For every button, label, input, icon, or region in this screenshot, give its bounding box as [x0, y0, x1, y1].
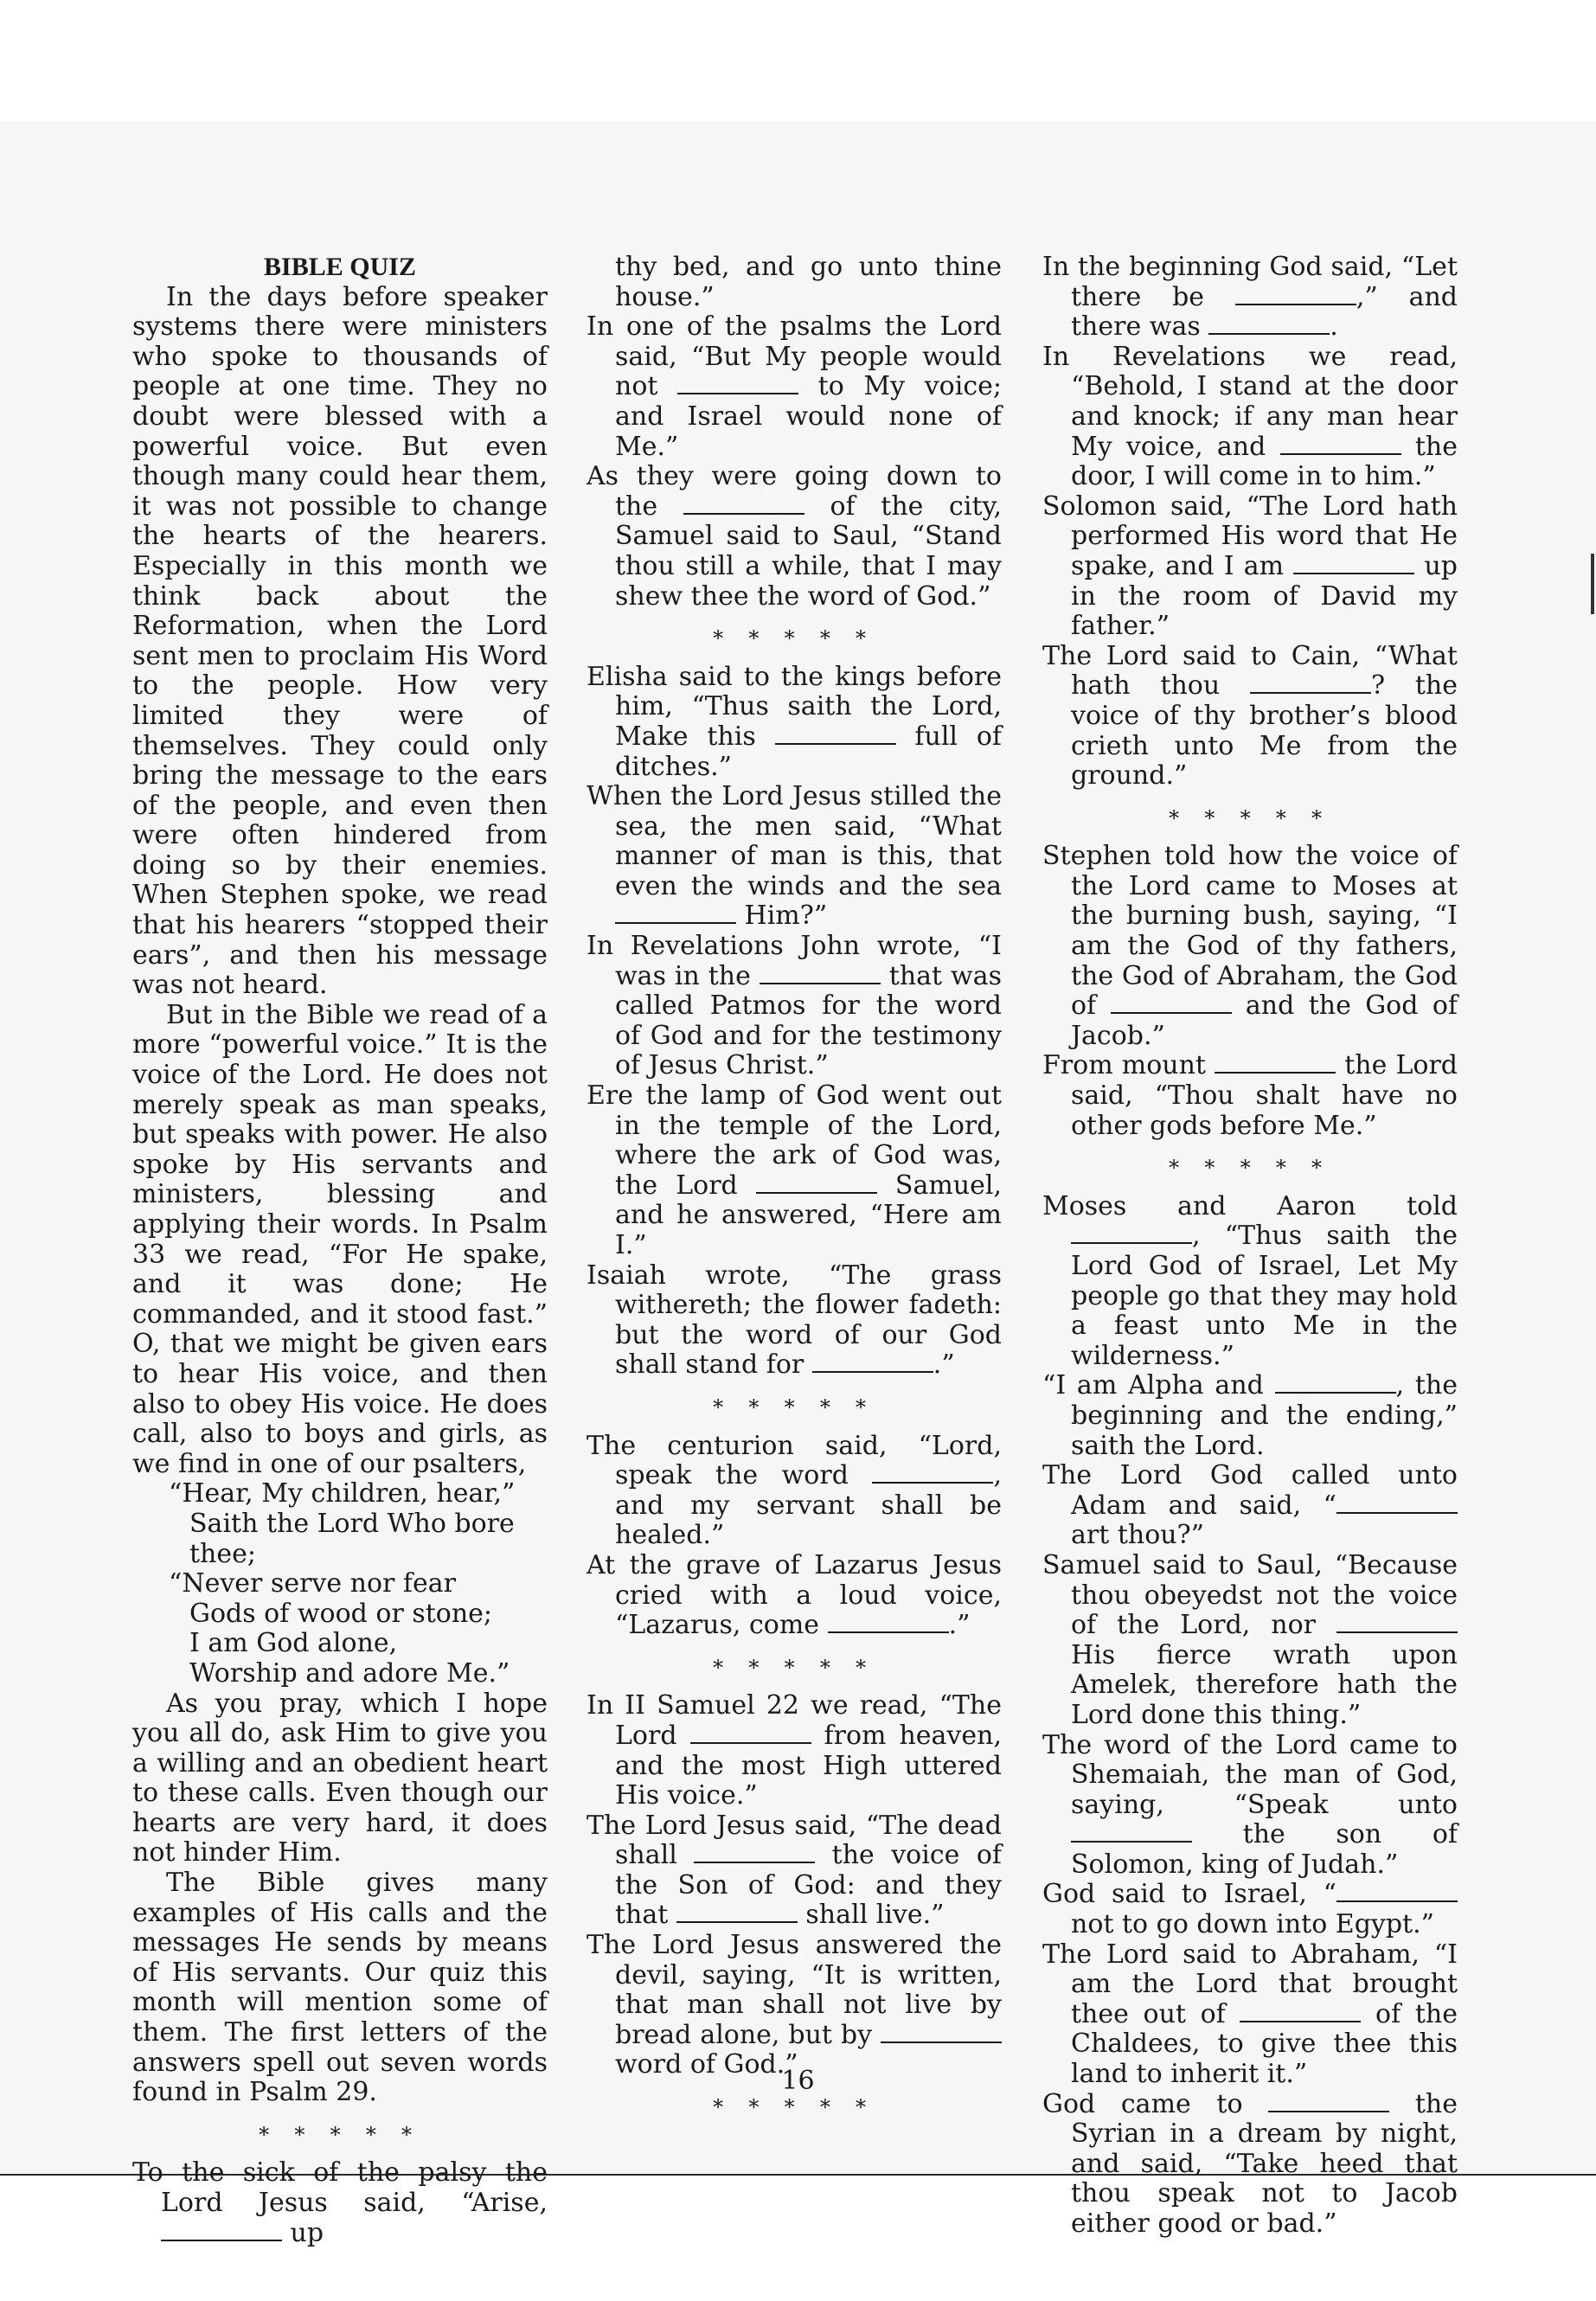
answer-blank [1235, 285, 1356, 305]
answer-blank [1275, 1374, 1396, 1394]
quiz-question: The Lord Jesus answered the devil, saying, “It is written, that man shall not live by bread alone, but by word of God.” [586, 1930, 1002, 2080]
answer-blank [677, 375, 798, 394]
quiz-question: The Lord God called unto Adam and said, “ art thou?” [1042, 1460, 1458, 1551]
quiz-question: Samuel said to Saul, “Because thou obeyedst not the voice of the Lord, nor His fierce wrath upon Amelek, therefore hath the Lord done this thing.” [1042, 1549, 1458, 1730]
answer-blank [615, 904, 736, 924]
quiz-question: In II Samuel 22 we read, “The Lord from heaven, and the most High uttered His voice.” [586, 1690, 1002, 1811]
answer-blank [760, 965, 881, 984]
answer-blank [1280, 435, 1401, 455]
answer-blank [1336, 1882, 1458, 1902]
section-divider: * * * * * [713, 626, 875, 651]
column-1 [132, 253, 548, 2248]
answer-blank [161, 2221, 282, 2241]
answer-blank [756, 1174, 877, 1194]
answer-blank [812, 1353, 933, 1373]
section-divider: * * * * * [1169, 805, 1331, 830]
quiz-question: Solomon said, “The Lord hath performed His word that He spake, and I am up in the room of David my father.” [1042, 490, 1458, 642]
quiz-question: When the Lord Jesus stilled the sea, the men said, “What manner of man is this, that even the winds and the sea Him?” [586, 781, 1002, 932]
scan-edge-mark [1591, 554, 1594, 614]
intro-paragraph: In the days before speaker systems there were ministers who spoke to thousands of people at one time. They no doubt were blessed with a powerful voice. But even though many could hear them, it was not possible to change the hearts of the hearers. Especially in this month we think back about the Reformation, when the Lord sent men to proclaim His Word to the people. How very limited they were of themselves. They could only bring the message to the ears of the people, and even then were often hindered from doing so by their enemies. When Stephen spoke, we read that his hearers “stopped their ears”, and then his message was not heard. [132, 281, 548, 1001]
answer-blank [1336, 1494, 1458, 1514]
answer-blank [1240, 2003, 1361, 2022]
quiz-question: The Lord said to Abraham, “I am the Lord that brought thee out of of the Chaldees, to give thee this land to inherit it.” [1042, 1939, 1458, 2090]
quiz-question: In Revelations John wrote, “I was in the that was called Patmos for the word of God and for the testimony of Jesus Christ.” [586, 931, 1002, 1081]
paragraph-4: The Bible gives many examples of His calls and the messages He sends by means of His servants. Our quiz this month will mention some of them. The first letters of the answers spell out seven words found in Psalm 29. [132, 1868, 548, 2108]
quiz-question: God said to Israel, “ not to go down into Egypt.” [1071, 1880, 1458, 1939]
quiz-question: The Lord said to Cain, “What hath thou ? the voice of thy brother’s blood crieth unto Me from the ground.” [1042, 640, 1458, 792]
answer-blank [1071, 1224, 1192, 1244]
quiz-question: Moses and Aaron told , “Thus saith the Lord God of Israel, Let My people go that they may hold a feast unto Me in the wilderness.” [1042, 1190, 1458, 1371]
section-divider: * * * * * [713, 2095, 875, 2120]
quiz-question: To the sick of the palsy the Lord Jesus said, “Arise, up [132, 2157, 548, 2248]
paragraph-3: As you pray, which I hope you all do, ask Him to give you a willing and an obedient heart to these calls. Even though our hearts are very hard, it does not hinder Him. [132, 1688, 548, 1868]
section-divider: * * * * * [713, 1655, 875, 1680]
answer-blank [1336, 1613, 1458, 1633]
quiz-question: As they were going down to the of the city, Samuel said to Saul, “Stand thou still a while, that I may shew thee the word of God.” [586, 461, 1003, 612]
quiz-question: The centurion said, “Lord, speak the word , and my servant shall be healed.” [586, 1430, 1002, 1551]
quiz-question: Stephen told how the voice of the Lord came to Moses at the burning bush, saying, “I am the God of thy fathers, the God of Abraham, the God of and the God of Jacob.” [1042, 841, 1458, 1051]
quiz-question: Isaiah wrote, “The grass withereth; the flower fadeth: but the word of our God shall stand for .” [586, 1259, 1002, 1381]
answer-blank [690, 1724, 811, 1744]
section-divider: * * * * * [1169, 1156, 1331, 1181]
quiz-question: In one of the psalms the Lord said, “But My people would not to My voice; and Israel would none of Me.” [586, 311, 1002, 462]
answer-blank [1215, 1054, 1336, 1074]
quiz-question: At the grave of Lazarus Jesus cried with a loud voice, “Lazarus, come .” [586, 1549, 1002, 1641]
column-2 [586, 253, 1002, 2131]
answer-blank [683, 495, 804, 515]
answer-blank [881, 2023, 1002, 2043]
answer-blank [1293, 554, 1414, 574]
quiz-question: The Lord Jesus said, “The dead shall the voice of the Son of God: and they that shall live.” [586, 1810, 1002, 1931]
paragraph-2: But in the Bible we read of a more “powerful voice.” It is the voice of the Lord. He does not merely speak as man speaks, but speaks with power. He also spoke by His servants and ministers, blessing and applying their words. In Psalm 33 we read, “For He spake, and it was done; He commanded, and it stood fast.” O, that we might be given ears to hear His voice, and then also to obey His voice. He does call, also to boys and girls, as we find in one of our psalters, [132, 999, 548, 1479]
answer-blank [1111, 994, 1232, 1014]
psalter-verse [132, 1479, 548, 1689]
column-3 [1042, 253, 1458, 2240]
page-number: 16 [781, 2066, 815, 2096]
quiz-question: Ere the lamp of God went out in the temple of the Lord, where the ark of God was, the Lord Samuel, and he answered, “Here am I.” [586, 1080, 1002, 1260]
quiz-question: The word of the Lord came to Shemaiah, the man of God, saying, “Speak unto the son of Solomon, king of Judah.” [1042, 1729, 1458, 1880]
answer-blank [775, 725, 896, 745]
answer-blank [694, 1843, 815, 1863]
verse-line: Saith the Lord Who bore thee; [189, 1508, 515, 1569]
quiz-question: Elisha said to the kings before him, “Thus saith the Lord, Make this full of ditches.” [586, 661, 1002, 782]
section-divider: * * * * * [259, 2122, 421, 2147]
quiz-question: “I am Alpha and , the beginning and the ending,” saith the Lord. [1042, 1370, 1458, 1461]
quiz-title: BIBLE QUIZ [264, 253, 416, 281]
top-margin [0, 0, 1596, 121]
answer-blank [1208, 315, 1330, 335]
answer-blank [1250, 674, 1371, 694]
verse-line: “Hear, My children, hear,” [169, 1478, 516, 1509]
verse-line: I am God alone, [189, 1628, 398, 1659]
section-divider: * * * * * [713, 1394, 875, 1420]
answer-blank [828, 1613, 949, 1633]
quiz-question: God came to the Syrian in a dream by night, and said, “Take heed that thou speak not to Jacob either good or bad.” [1042, 2088, 1458, 2239]
answer-blank [872, 1464, 993, 1484]
quiz-question-continued: thy bed, and go unto thine house.” [615, 252, 1002, 312]
verse-line: “Never serve nor fear [169, 1568, 456, 1599]
quiz-question: In Revelations we read, “Behold, I stand at the door and knock; if any man hear My voice, and the door, I will come in to him.” [1042, 341, 1458, 492]
verse-line: Worship and adore Me.” [189, 1657, 510, 1689]
quiz-question: From mount the Lord said, “Thou shalt have no other gods before Me.” [1042, 1050, 1458, 1141]
quiz-question: In the beginning God said, “Let there be ,” and there was . [1042, 252, 1458, 343]
answer-blank [676, 1903, 798, 1923]
verse-line: Gods of wood or stone; [189, 1598, 493, 1629]
answer-blank [1071, 1823, 1192, 1843]
